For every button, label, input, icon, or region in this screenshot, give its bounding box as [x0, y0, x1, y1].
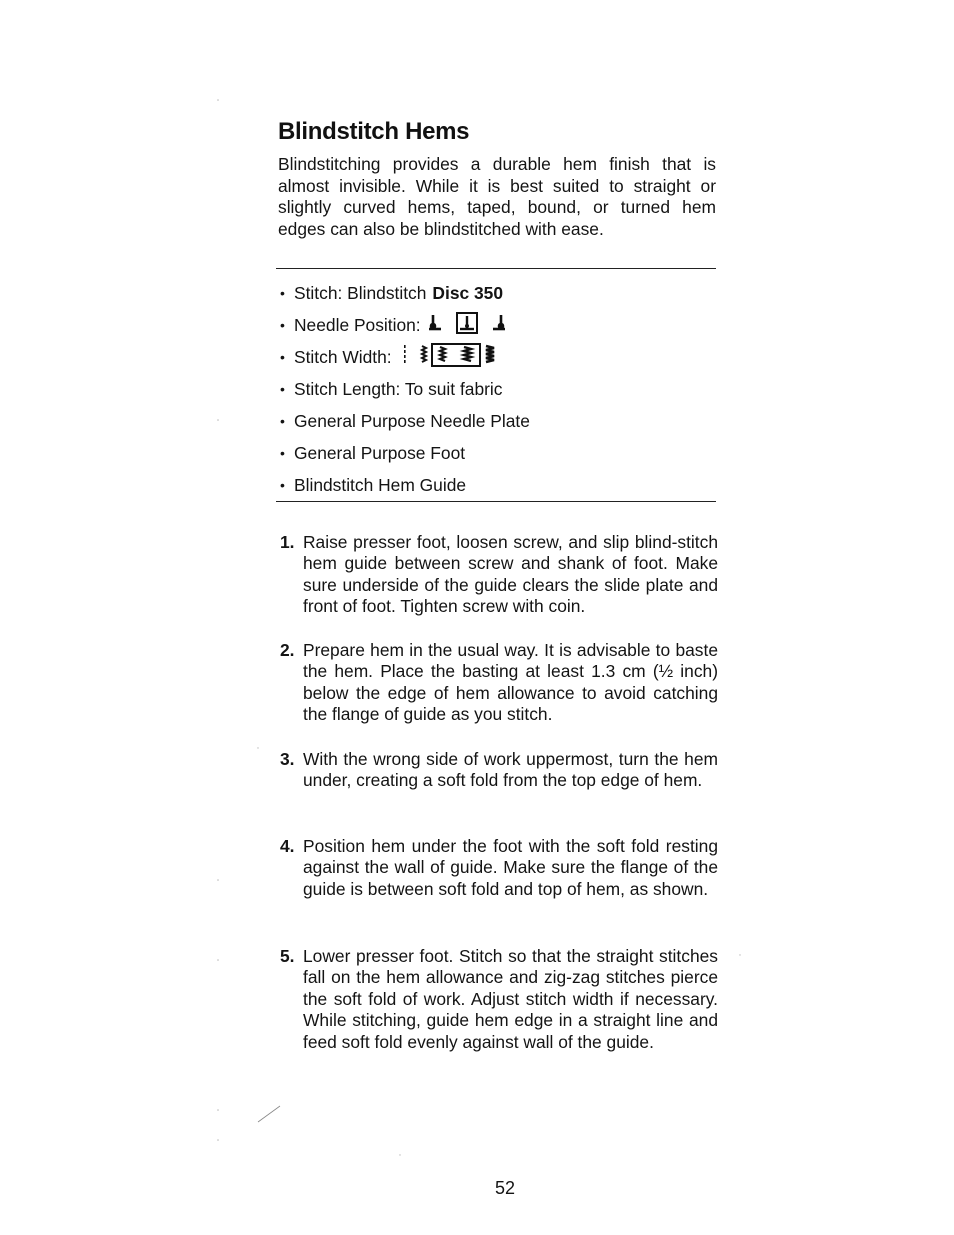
bullet-icon: •: [280, 445, 285, 461]
needle-position-icons: [427, 311, 523, 340]
setting-label: Blindstitch Hem Guide: [294, 474, 467, 495]
step-text: Lower presser foot. Stitch so that the straight stitches fall on the hem allowance and zig-zag stitches pierce the soft fold of work. Adjust stitch width if necessary. While stitching, guide hem edge in a straight line and feed soft fold evenly against wall of the guide.: [303, 946, 718, 1052]
bullet-icon: •: [280, 381, 285, 397]
setting-stitch-length: [280, 373, 716, 405]
intro-paragraph: Blindstitching provides a durable hem finish that is almost invisible. While it is best suited to straight or slightly curved hems, taped, bound, or turned hem edges can also be blindstitched with ease.: [278, 154, 716, 239]
top-divider: [276, 268, 716, 269]
setting-stitch-width: [280, 341, 716, 373]
step-number: 5.: [280, 946, 295, 966]
step-text: Raise presser foot, loosen screw, and slip blind-stitch hem guide between screw and shank of foot. Make sure underside of the guide clears the slide plate and front of foot. Tighten screw with coin.: [303, 532, 718, 617]
step-text: With the wrong side of work uppermost, turn the hem under, creating a soft fold from the top edge of hem.: [303, 749, 718, 791]
setting-label: Stitch Width:: [294, 346, 392, 367]
bullet-icon: •: [280, 413, 285, 429]
step-number: 2.: [280, 640, 295, 660]
bullet-icon: •: [280, 349, 285, 365]
bullet-icon: •: [280, 477, 285, 493]
bullet-icon: •: [280, 317, 285, 333]
step-number: 4.: [280, 836, 295, 856]
bullet-icon: •: [280, 285, 285, 301]
disc-number: Disc 350: [432, 282, 504, 303]
stitch-width-narrow-icon: [404, 345, 406, 363]
setting-needle-plate: [280, 405, 716, 437]
page-number: 52: [494, 1178, 516, 1198]
step-number: 3.: [280, 749, 295, 769]
stitch-width-medium-icon: [422, 346, 426, 362]
stitch-width-wide-icon: [486, 346, 494, 362]
setting-stitch: [280, 277, 716, 309]
needle-right-icon: [493, 315, 505, 329]
setting-label: General Purpose Needle Plate: [294, 410, 530, 431]
stitch-width-boxed-icon: [432, 344, 480, 366]
bottom-divider: [276, 501, 716, 502]
step-text: Prepare hem in the usual way. It is advisable to baste the hem. Place the basting at least 1.3 cm (½ inch) below the edge of hem allowance to avoid catching the flange of guide as you stitch.: [303, 640, 718, 725]
setting-label: Stitch: Blindstitch: [294, 282, 427, 303]
setting-hem-guide: [280, 469, 716, 501]
setting-label: General Purpose Foot: [294, 442, 466, 463]
needle-left-icon: [429, 315, 441, 329]
step-text: Position hem under the foot with the soft fold resting against the wall of guide. Make sure the flange of the guide is between soft fold and top of hem, as shown.: [303, 836, 718, 899]
setting-label: Stitch Length: To suit fabric: [294, 378, 503, 399]
setting-needle-position: [280, 309, 716, 341]
stitch-width-icons: [398, 342, 508, 373]
section-title: Blindstitch Hems: [278, 118, 470, 145]
setting-label: Needle Position:: [294, 314, 421, 335]
step-number: 1.: [280, 532, 295, 552]
needle-center-icon: [457, 313, 477, 333]
settings-list: [280, 277, 716, 501]
setting-foot: [280, 437, 716, 469]
